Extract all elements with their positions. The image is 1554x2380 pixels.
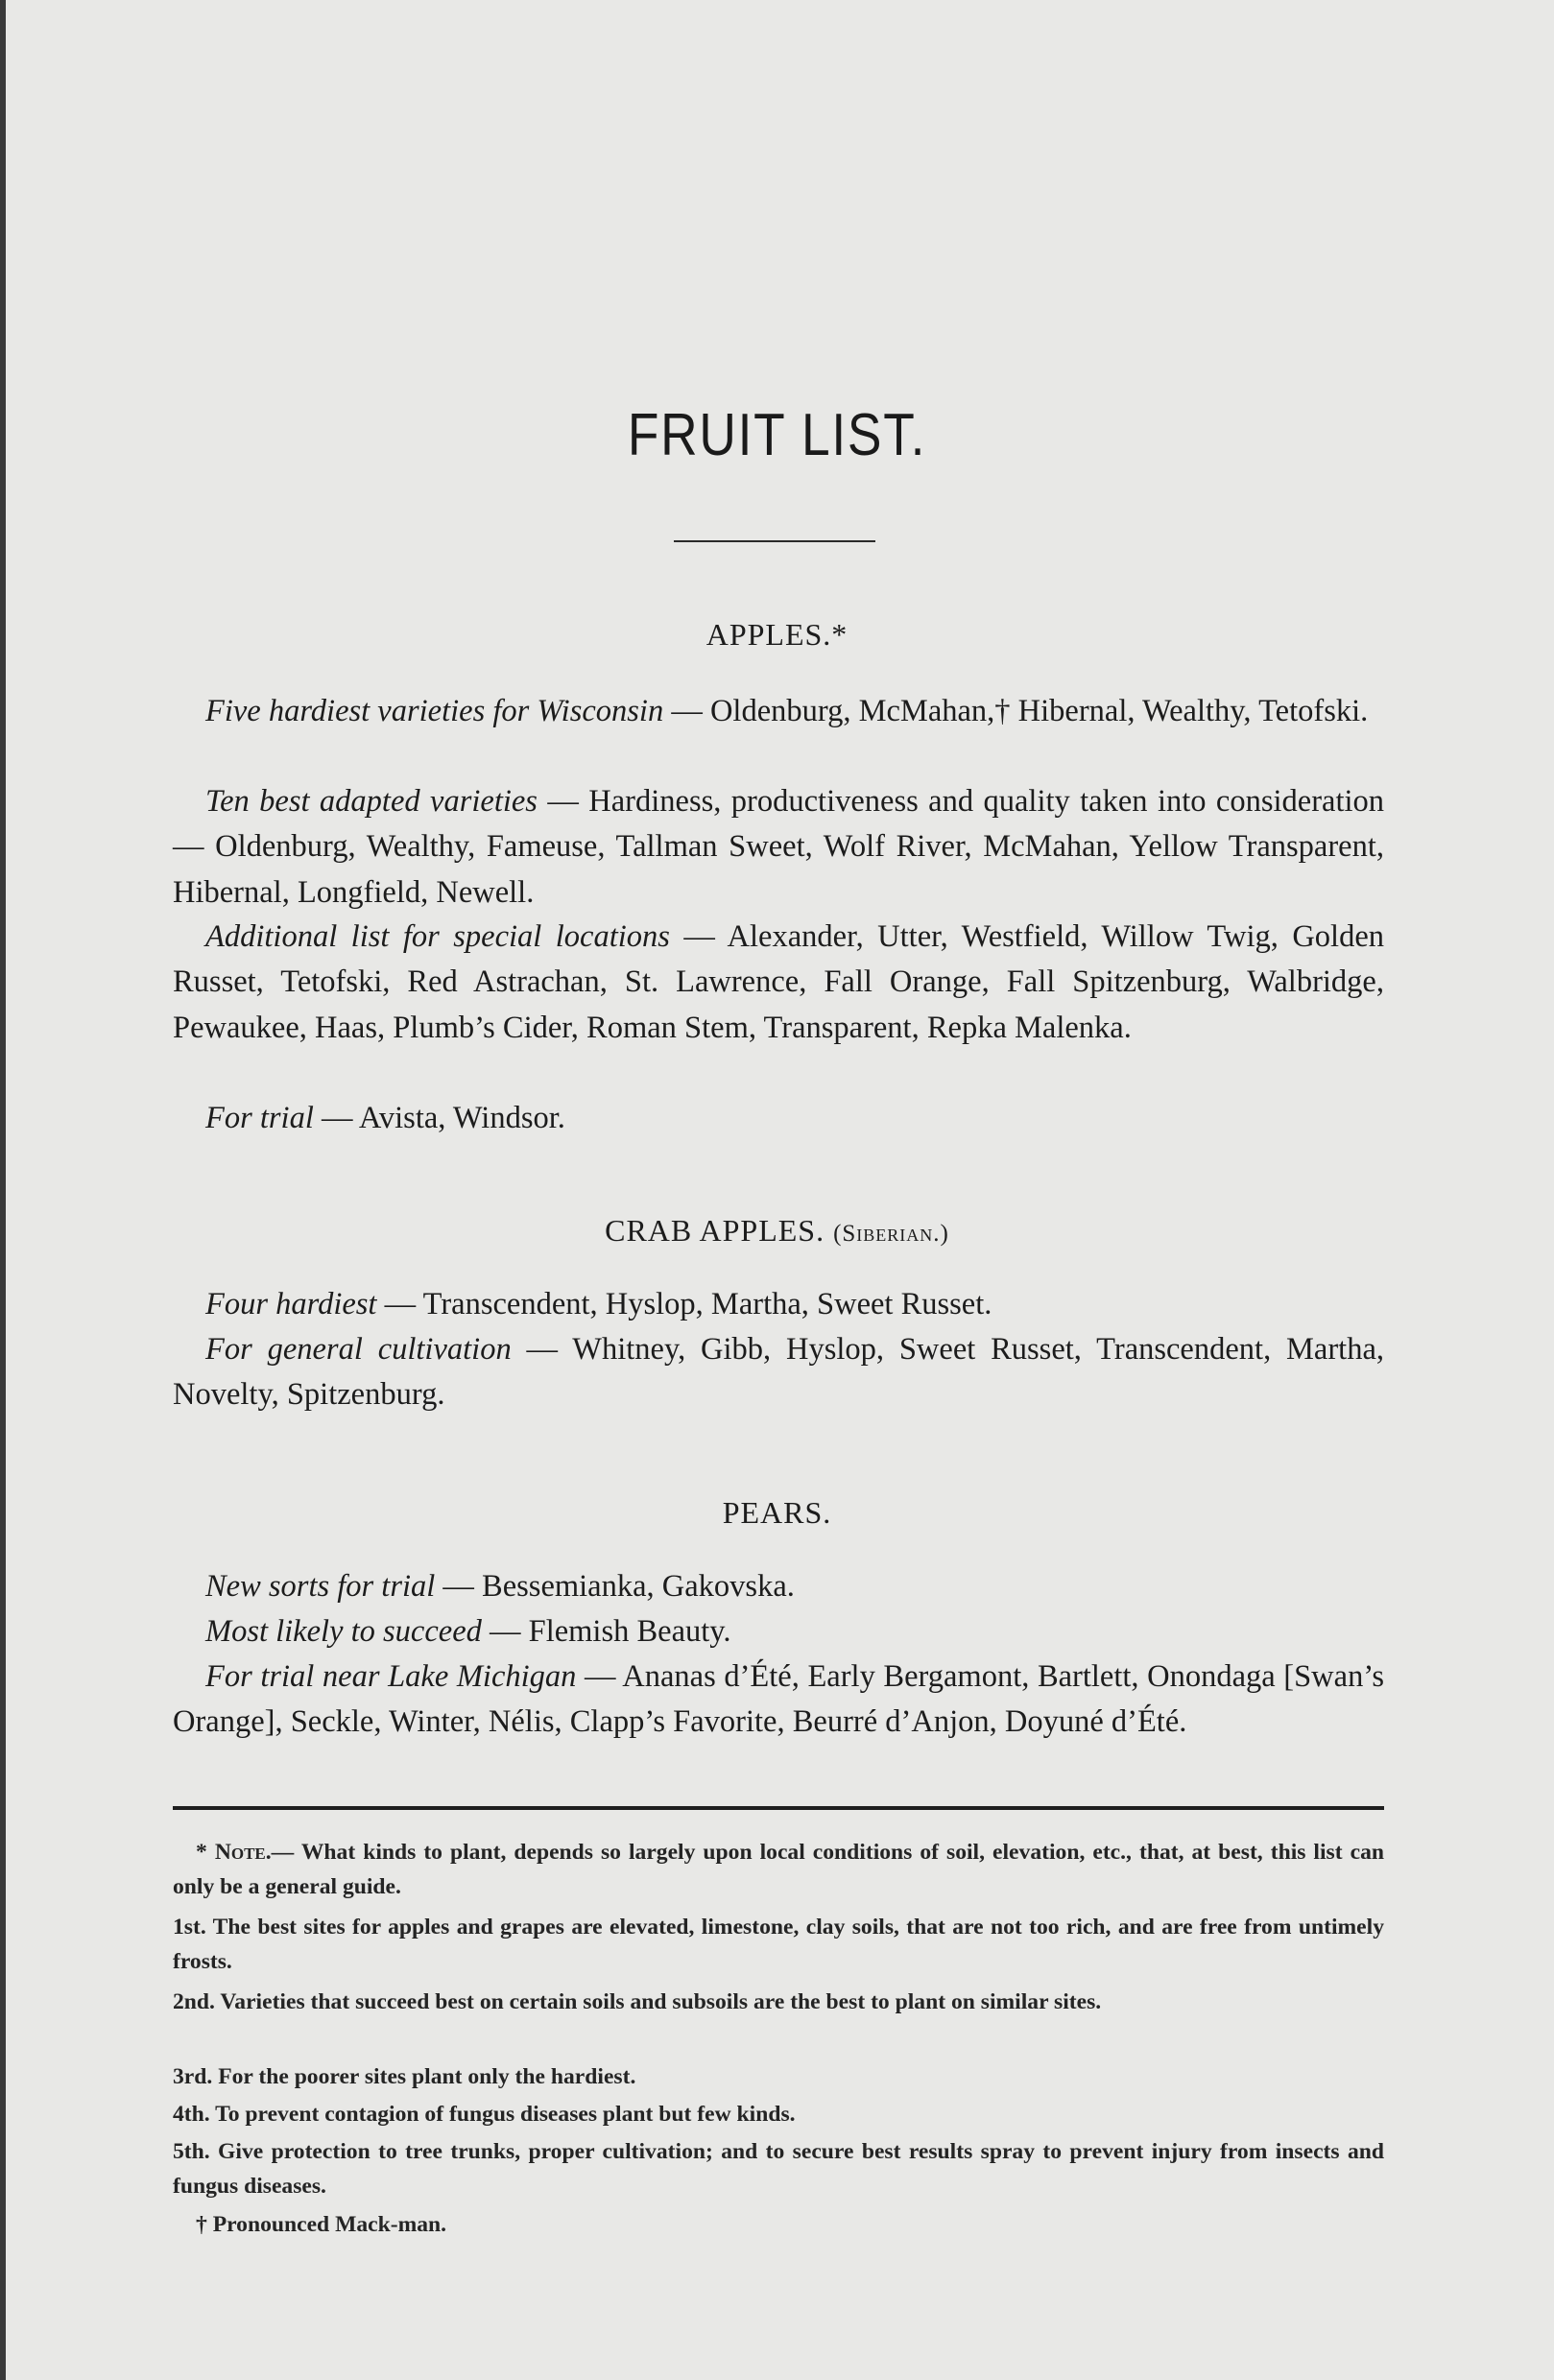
footnote-note-label: Note. — [214, 1840, 272, 1865]
apples-trial-text: — Avista, Windsor. — [313, 1101, 565, 1135]
footnote-dagger: † Pronounced Mack-man. — [196, 2212, 447, 2237]
crab-general-label: For general cultivation — [205, 1332, 512, 1367]
footnote-note — [173, 1835, 1384, 1904]
pears-lake-michigan-label: For trial near Lake Michigan — [205, 1659, 577, 1694]
footnote-second: 2nd. Varieties that succeed best on certain soils and subsoils are the best to plant on similar sites. — [173, 1989, 1102, 2014]
pears-new-sorts-text: — Bessemianka, Gakovska. — [435, 1569, 795, 1604]
crab-general-paragraph — [173, 1327, 1384, 1418]
pears-lake-michigan-paragraph — [173, 1654, 1384, 1746]
page-title: FRUIT LIST. — [627, 402, 927, 468]
apples-hardiest-text: — Oldenburg, McMahan,† Hibernal, Wealthy, Tetofski. — [663, 694, 1369, 728]
pears-new-sorts-paragraph — [173, 1564, 1384, 1609]
crab-apples-title: CRAB APPLES. — [605, 1213, 825, 1248]
crab-hardiest-label: Four hardiest — [205, 1287, 377, 1321]
crab-apples-heading — [0, 1213, 1554, 1249]
footnote-fifth: 5th. Give protection to tree trunks, proper cultivation; and to secure best results spray to prevent injury from insects and fungus diseases. — [173, 2139, 1384, 2199]
title-divider — [674, 540, 875, 542]
apples-additional-label: Additional list for special locations — [205, 919, 670, 954]
pears-lake-michigan-text: — Ananas d’Été, Early Bergamont, Bartlett, Onondaga [Swan’s Orange], Seckle, Winter, Nélis, Clapp’s Favorite, Beurré d’Anjon, Doyuné d’Été. — [173, 1659, 1385, 1740]
apples-hardiest-paragraph — [173, 689, 1384, 734]
pears-heading: PEARS. — [722, 1495, 832, 1530]
pears-likely-paragraph — [173, 1609, 1384, 1654]
crab-apples-subtitle: (Siberian.) — [833, 1221, 949, 1247]
apples-heading: APPLES.* — [705, 617, 849, 652]
crab-hardiest-paragraph — [173, 1282, 1384, 1327]
apples-best-adapted-text: — Hardiness, productiveness and quality taken into consideration — Oldenburg, Wealthy, Fameuse, Tallman Sweet, Wolf River, McMahan, Yellow Transparent, Hibernal, Longfield, Newell. — [173, 784, 1384, 910]
apples-hardiest-label: Five hardiest varieties for Wisconsin — [205, 694, 664, 728]
crab-general-text: — Whitney, Gibb, Hyslop, Sweet Russet, Transcendent, Martha, Novelty, Spitzenburg. — [173, 1332, 1384, 1413]
footnote-third: 3rd. For the poorer sites plant only the hardiest. — [173, 2064, 636, 2089]
apples-trial-paragraph — [173, 1096, 1384, 1141]
footnote-asterisk: * — [196, 1840, 215, 1865]
pears-likely-text: — Flemish Beauty. — [481, 1614, 731, 1649]
footnote-fourth: 4th. To prevent contagion of fungus diseases plant but few kinds. — [173, 2102, 796, 2127]
page-edge-shadow — [0, 0, 6, 2380]
apples-additional-paragraph — [173, 915, 1384, 1051]
footnote-divider — [173, 1806, 1384, 1810]
apples-additional-text: — Alexander, Utter, Westfield, Willow Twig, Golden Russet, Tetofski, Red Astrachan, St. Lawrence, Fall Orange, Fall Spitzenburg, Walbridge, Pewaukee, Haas, Plumb’s Cider, Roman Stem, Transparent, Repka Malenka. — [173, 919, 1384, 1045]
apples-trial-label: For trial — [205, 1101, 314, 1135]
pears-likely-label: Most likely to succeed — [205, 1614, 482, 1649]
footnote-first: 1st. The best sites for apples and grapes are elevated, limestone, clay soils, that are not too rich, and are free from untimely frosts. — [173, 1915, 1384, 1974]
pears-new-sorts-label: New sorts for trial — [205, 1569, 436, 1604]
apples-best-adapted-label: Ten best adapted varieties — [205, 784, 538, 819]
apples-best-adapted-paragraph — [173, 779, 1384, 916]
crab-hardiest-text: — Transcendent, Hyslop, Martha, Sweet Russet. — [376, 1287, 992, 1321]
footnote-note-text: — What kinds to plant, depends so largely upon local conditions of soil, elevation, etc., that, at best, this list can only be a general guide. — [173, 1840, 1384, 1899]
